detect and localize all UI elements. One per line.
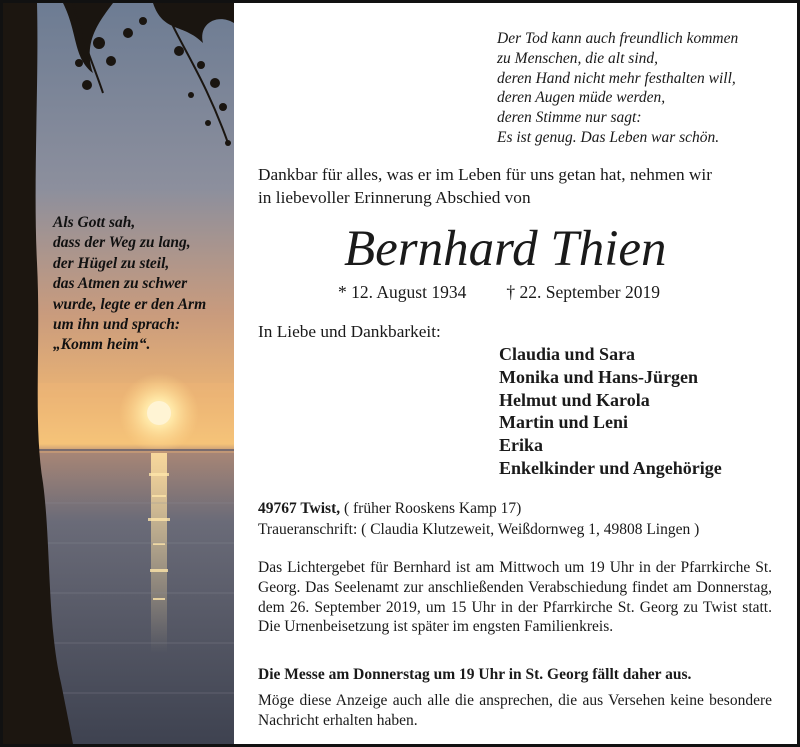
- side-verse: [53, 213, 233, 356]
- service-info: Das Lichtergebet für Bernhard ist am Mittwoch um 19 Uhr in der Pfarrkirche St. Georg. Das Seelenamt zur anschließenden Verabschiedung findet am Donnerstag, dem 26. September 2019, um 15 Uhr in der Pfarrkirche St. Georg zu Twist statt. Die Urnenbeisetzung ist später im engsten Familienkreis.: [258, 559, 772, 636]
- mourner-name: Helmut und Karola: [499, 389, 650, 410]
- intro-text: [258, 163, 778, 209]
- intro-line: in liebevoller Erinnerung Abschied von: [258, 188, 531, 207]
- side-verse-line: Als Gott sah,: [53, 214, 136, 231]
- town: 49767 Twist,: [258, 500, 341, 517]
- address-block: [258, 499, 699, 540]
- notice-body: [234, 3, 797, 744]
- mourner-name: Claudia und Sara: [499, 344, 636, 364]
- mourner-name: Martin und Leni: [499, 412, 629, 433]
- quote-line: deren Augen müde werden,: [497, 89, 666, 107]
- sunset-photo: [3, 3, 234, 744]
- side-verse-line: um ihn und sprach:: [53, 316, 181, 334]
- birth-date: * 12. August 1934: [338, 282, 467, 302]
- mourners-list: [499, 343, 722, 480]
- cancellation-notice: Die Messe am Donnerstag um 19 Uhr in St. Georg fällt daher aus.: [258, 666, 692, 683]
- side-verse-line: das Atmen zu schwer: [53, 275, 188, 293]
- quote-line: Es ist genug. Das Leben war schön.: [497, 128, 720, 146]
- side-verse-line: wurde, legte er den Arm: [53, 295, 207, 313]
- town-line: [258, 499, 699, 520]
- mourners-heading: In Liebe und Dankbarkeit:: [258, 322, 441, 341]
- life-dates: [338, 281, 660, 303]
- quote-line: deren Stimme nur sagt:: [497, 109, 642, 127]
- mourner-name: Erika: [499, 435, 544, 456]
- deceased-name: Bernhard Thien: [344, 221, 667, 277]
- side-verse-line: dass der Weg zu lang,: [53, 234, 191, 252]
- death-date: † 22. September 2019: [506, 282, 660, 302]
- quote-line: deren Hand nicht mehr festhalten will,: [497, 69, 736, 87]
- mourning-address: Traueranschrift: ( Claudia Klutzeweit, Weißdornweg 1, 49808 Lingen ): [258, 520, 700, 538]
- mourner-name: Enkelkinder und Angehörige: [499, 457, 722, 478]
- quote-line: zu Menschen, die alt sind,: [497, 49, 659, 67]
- side-verse-line: der Hügel zu steil,: [53, 254, 170, 272]
- quote-line: Der Tod kann auch freundlich kommen: [497, 30, 739, 47]
- intro-line: Dankbar für alles, was er im Leben für uns getan hat, nehmen wir: [258, 165, 712, 184]
- former-address: ( früher Rooskens Kamp 17): [340, 500, 522, 517]
- mourner-name: Monika und Hans-Jürgen: [499, 366, 699, 387]
- closing-text: Möge diese Anzeige auch alle die ansprechen, die aus Versehen keine besondere Nachricht erhalten haben.: [258, 692, 772, 729]
- side-verse-line: „Komm heim“.: [53, 336, 151, 354]
- quote: [497, 29, 738, 148]
